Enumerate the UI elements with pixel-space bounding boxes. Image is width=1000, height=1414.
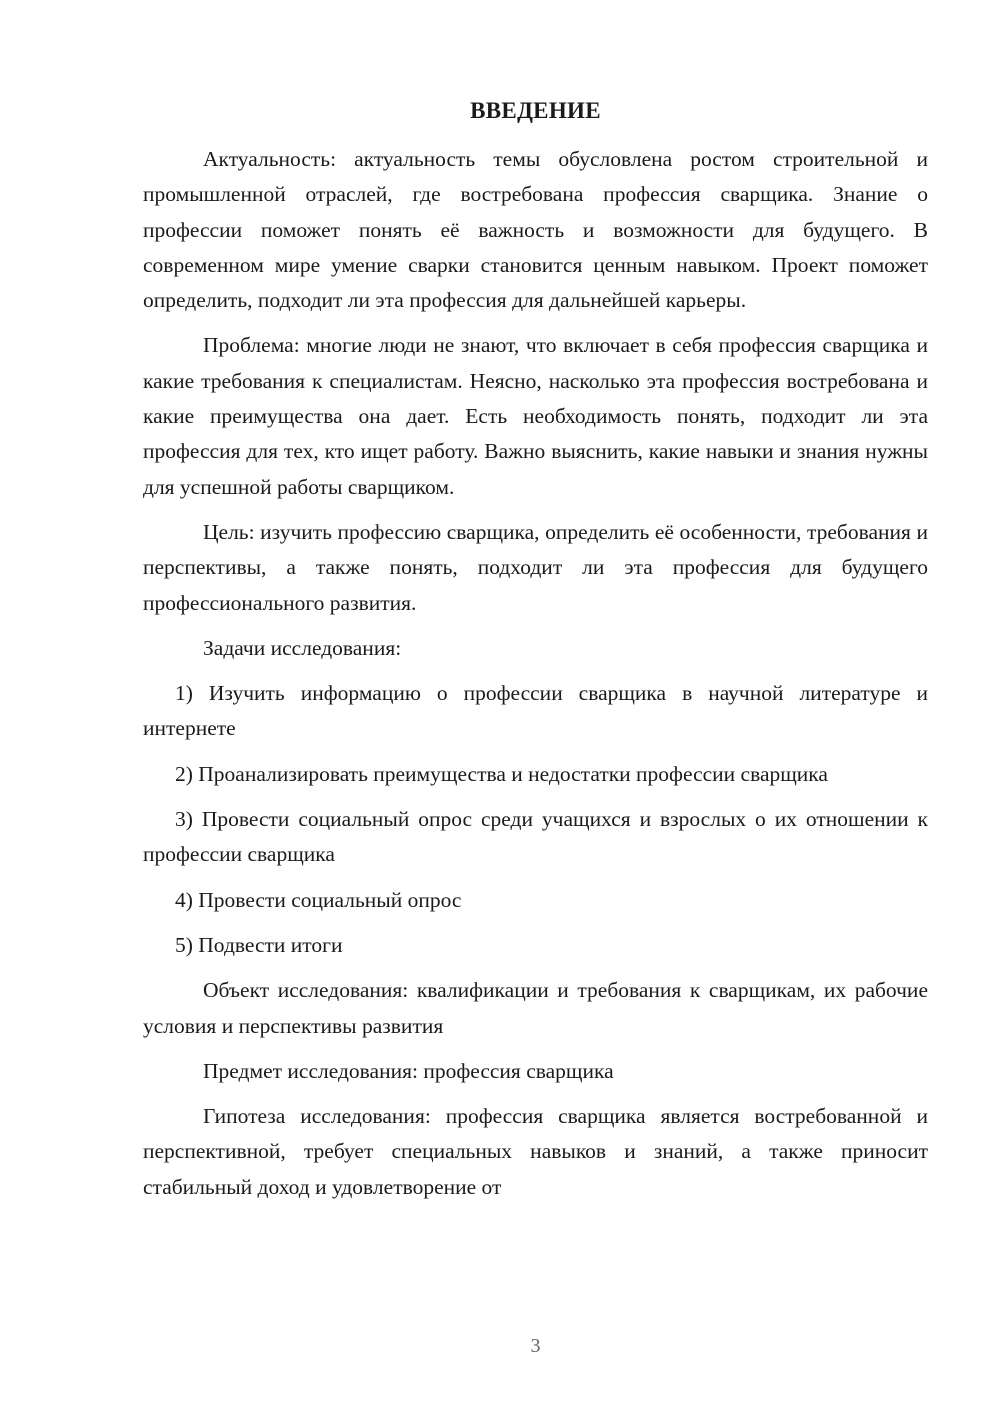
- document-page: [143, 0, 928, 1414]
- paragraph-object: Объект исследования: квалификации и требования к сварщикам, их рабочие условия и перспективы развития: [143, 978, 928, 1038]
- tasks-heading: Задачи исследования:: [203, 635, 402, 660]
- paragraph-problem: Проблема: многие люди не знают, что включает в себя профессия сварщика и какие требования к специалистам. Неясно, насколько эта профессия востребована и какие преимущества она дает. Есть необходимость понять, подходит ли эта профессия для тех, кто ищет работу. Важно выяснить, какие навыки и знания нужны для успешной работы сварщиком.: [143, 333, 928, 499]
- document-body: [143, 142, 928, 1215]
- task-item-3: 3) Провести социальный опрос среди учащихся и взрослых о их отношении к профессии сварщика: [143, 807, 928, 867]
- paragraph-subject: Предмет исследования: профессия сварщика: [203, 1058, 614, 1083]
- task-item-5: 5) Подвести итоги: [175, 932, 343, 957]
- task-item-2: 2) Проанализировать преимущества и недостатки профессии сварщика: [175, 761, 828, 786]
- page-number: 3: [530, 1335, 541, 1357]
- task-item-1: 1) Изучить информацию о профессии сварщика в научной литературе и интернете: [143, 681, 928, 741]
- paragraph-hypothesis: Гипотеза исследования: профессия сварщика является востребованной и перспективной, требует специальных навыков и знаний, а также приносит стабильный доход и удовлетворение от: [143, 1104, 928, 1199]
- paragraph-relevance: Актуальность: актуальность темы обусловлена ростом строительной и промышленной отраслей, где востребована профессия сварщика. Знание о профессии поможет понять её важность и возможности для будущего. В современном мире умение сварки становится ценным навыком. Проект поможет определить, подходит ли эта профессия для дальнейшей карьеры.: [143, 147, 928, 313]
- task-item-4: 4) Провести социальный опрос: [175, 887, 462, 912]
- section-title: ВВЕДЕНИЕ: [470, 98, 601, 123]
- paragraph-goal: Цель: изучить профессию сварщика, определить её особенности, требования и перспективы, а также понять, подходит ли эта профессия для будущего профессионального развития.: [143, 519, 928, 615]
